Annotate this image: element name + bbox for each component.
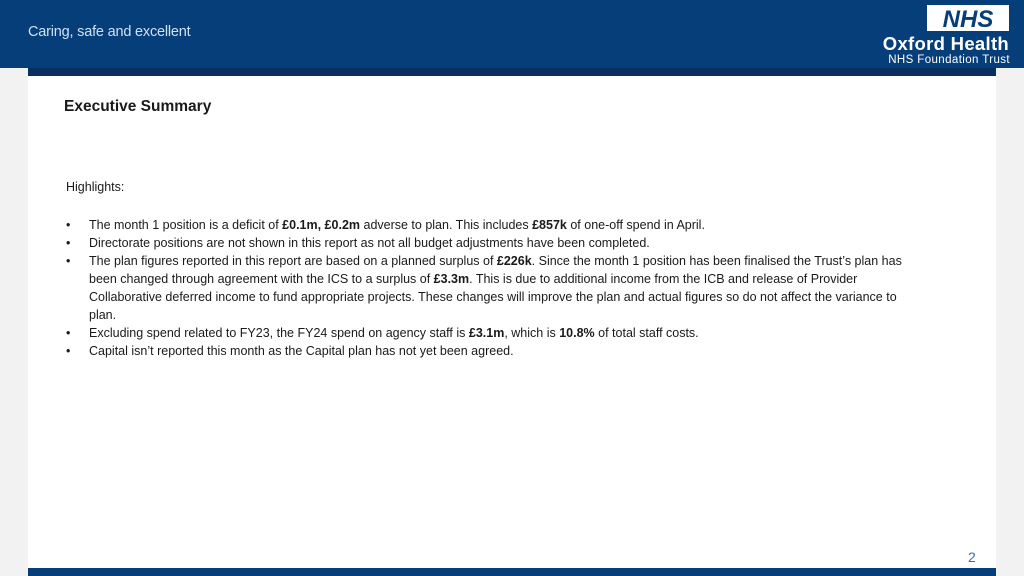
footer-bar	[28, 568, 996, 576]
bullet-text: Capital isn’t reported this month as the Capital plan has not yet been agreed.	[89, 344, 514, 358]
bullet-marker: •	[66, 344, 71, 358]
bullet-emphasis: £857k	[532, 218, 567, 232]
header-band	[28, 68, 996, 76]
highlights-list	[66, 216, 926, 360]
bullet-text: of one-off spend in April.	[566, 218, 705, 232]
bullet-item	[66, 342, 926, 360]
bullet-text: Excluding spend related to FY23, the FY24 spend on agency staff is	[89, 326, 469, 340]
tagline: Caring, safe and excellent	[28, 24, 191, 40]
org-subtitle: NHS Foundation Trust	[888, 54, 1010, 66]
bullet-item	[66, 324, 926, 342]
bullet-marker: •	[66, 218, 71, 232]
bullet-text: , which is	[504, 326, 560, 340]
highlights-label: Highlights:	[66, 180, 125, 194]
org-name: Oxford Health	[882, 33, 1009, 54]
bullet-text: . This is due to additional income from the ICB and release of Provider Collaborative deferred income to fund appropriate projects. These changes will improve the plan and actual figures so do not affect the variance to plan.	[89, 272, 897, 322]
page-title: Executive Summary	[64, 98, 212, 115]
bullet-emphasis: £0.1m, £0.2m	[282, 218, 361, 232]
bullet-text: Directorate positions are not shown in this report as not all budget adjustments have been completed.	[89, 236, 650, 250]
bullet-text: The month 1 position is a deficit of	[89, 218, 283, 232]
page-number: 2	[968, 549, 976, 565]
bullet-item	[66, 216, 926, 234]
bullet-item	[66, 252, 926, 324]
bullet-marker: •	[66, 326, 71, 340]
bullet-text: The plan figures reported in this report are based on a planned surplus of	[89, 254, 497, 268]
bullet-emphasis: £226k	[496, 254, 532, 268]
nhs-logo-icon	[927, 5, 1009, 31]
bullet-text: adverse to plan. This includes	[360, 218, 533, 232]
bullet-emphasis: £3.1m	[468, 326, 505, 340]
bullet-marker: •	[66, 254, 71, 268]
nhs-logo-text: NHS	[942, 6, 994, 31]
bullet-emphasis: £3.3m	[433, 272, 470, 286]
bullet-emphasis: 10.8%	[559, 326, 595, 340]
bullet-item	[66, 234, 926, 252]
bullet-text: . Since the month 1 position has been finalised the Trust’s plan has been changed through agreement with the ICS to a surplus of	[89, 254, 902, 286]
bullet-text: of total staff costs.	[594, 326, 699, 340]
bullet-marker: •	[66, 236, 71, 250]
